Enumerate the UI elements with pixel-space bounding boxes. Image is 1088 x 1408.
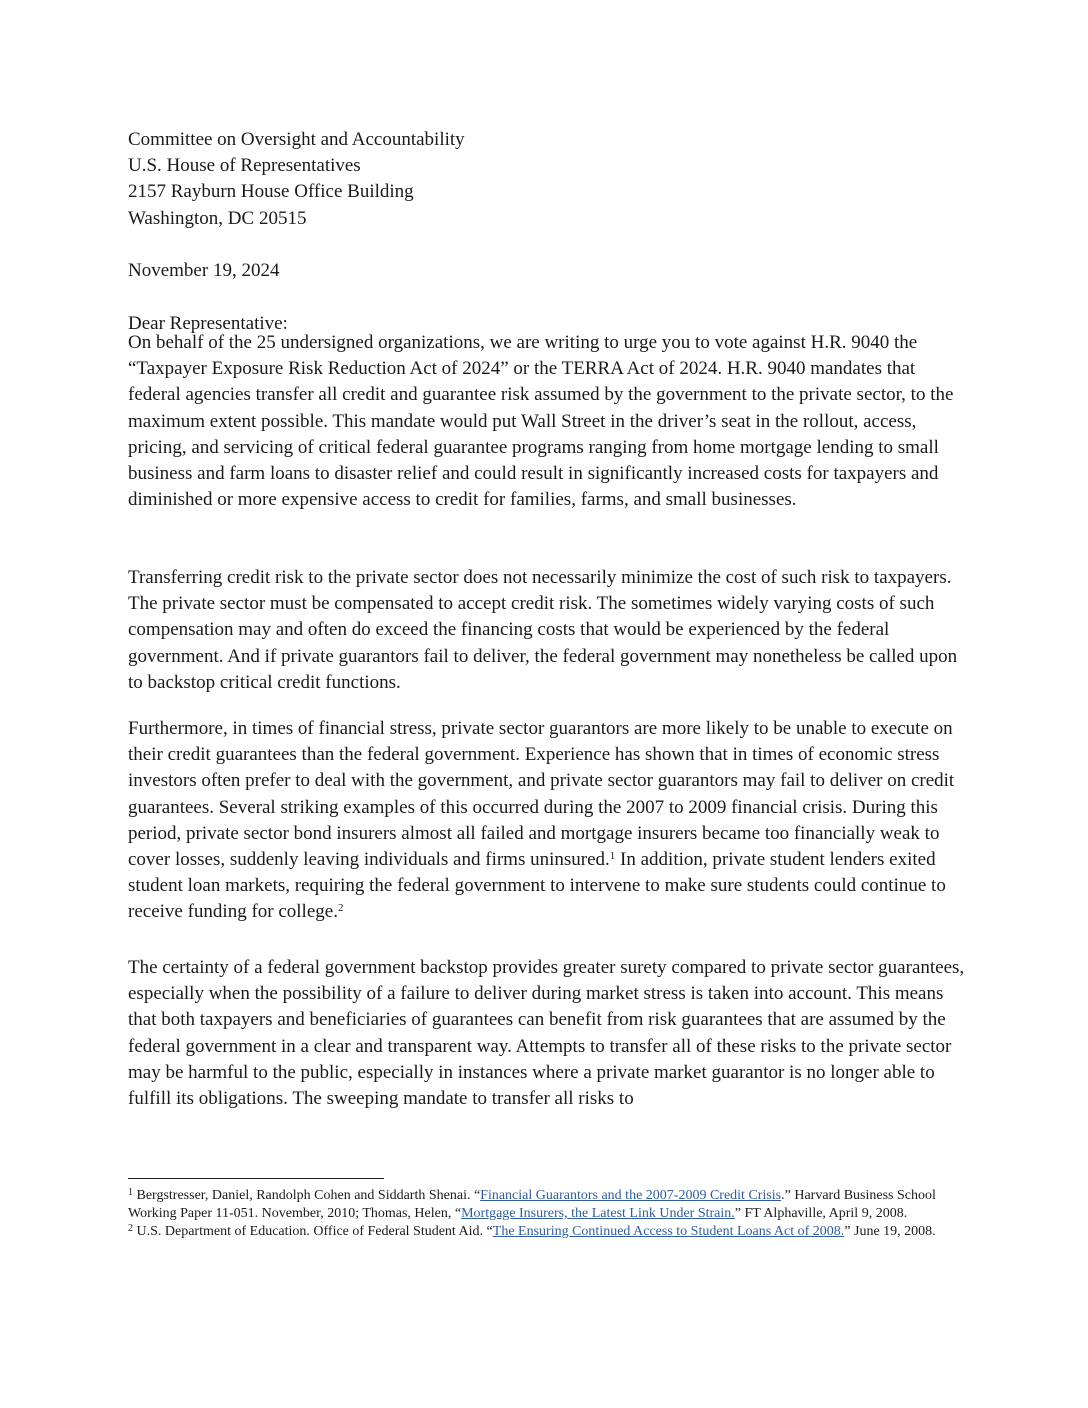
address-line: Washington, DC 20515 <box>128 207 307 229</box>
body-paragraph: On behalf of the 25 undersigned organizations, we are writing to urge you to vote against H.R. 9040 the “Taxpayer Exposure Risk Reduction Act of 2024” or the TERRA Act of 2024. H.R. 9040 mandates that federal agencies transfer all credit and guarantee risk assumed by the government to the private sector, to the maximum extent possible. This mandate would put Wall Street in the driver’s seat in the rollout, access, pricing, and servicing of critical federal guarantee programs ranging from home mortgage lending to small business and farm loans to disaster relief and could result in significantly increased costs for taxpayers and diminished or more expensive access to credit for families, farms, and small businesses. <box>128 332 954 511</box>
footnote-2 <box>128 1223 958 1241</box>
footnote-text: U.S. Department of Education. Office of Federal Student Aid. “ <box>133 1224 493 1239</box>
footnote-text: ” FT Alphaville, April 9, 2008. <box>734 1206 908 1221</box>
recipient-address <box>128 127 988 232</box>
footnote-link[interactable]: Mortgage Insurers, the Latest Link Under Strain. <box>461 1206 735 1221</box>
salutation: Dear Representative: <box>128 313 288 334</box>
footnote-number: 2 <box>128 1223 133 1234</box>
letter-date: November 19, 2024 <box>128 260 280 281</box>
body-paragraph: The certainty of a federal government backstop provides greater surety compared to private sector guarantees, especially when the possibility of a failure to deliver during market stress is taken into account. This means that both taxpayers and beneficiaries of guarantees can benefit from risk guarantees that are assumed by the federal government in a clear and transparent way. Attempts to transfer all of these risks to the private sector may be harmful to the public, especially in instances where a private market guarantor is no longer able to fulfill its obligations. The sweeping mandate to transfer all risks to <box>128 957 965 1110</box>
body-paragraph: Transferring credit risk to the private sector does not necessarily minimize the cost of such risk to taxpayers. The private sector must be compensated to accept credit risk. The sometimes widely varying costs of such compensation may and often do exceed the financing costs that would be experienced by the federal government. And if private guarantors fail to deliver, the federal government may nonetheless be called upon to backstop critical credit functions. <box>128 567 958 693</box>
body-paragraph <box>128 716 970 926</box>
footnote-link[interactable]: Financial Guarantors and the 2007-2009 Credit Crisis <box>480 1188 782 1203</box>
paragraph-text: In addition, private student lenders exited student loan markets, requiring the federal government to intervene to make sure students could continue to receive funding for college. <box>128 849 946 923</box>
address-line: U.S. House of Representatives <box>128 155 361 177</box>
footnotes <box>128 1187 958 1241</box>
footnote-1 <box>128 1187 958 1223</box>
address-line: 2157 Rayburn House Office Building <box>128 181 414 203</box>
footnote-divider <box>128 1178 384 1179</box>
footnote-number: 1 <box>128 1187 133 1198</box>
footnote-text: Bergstresser, Daniel, Randolph Cohen and Siddarth Shenai. “ <box>133 1188 481 1203</box>
footnote-link[interactable]: The Ensuring Continued Access to Student Loans Act of 2008. <box>492 1224 845 1239</box>
paragraph-text: Furthermore, in times of financial stress, private sector guarantors are more likely to be unable to execute on their credit guarantees than the federal government. Experience has shown that in times of economic stress investors often prefer to deal with the government, and private sector guarantors may fail to deliver on credit guarantees. Several striking examples of this occurred during the 2007 to 2009 financial crisis. During this period, private sector bond insurers almost all failed and mortgage insurers became too financially weak to cover losses, suddenly leaving individuals and firms uninsured. <box>128 718 955 871</box>
footnote-reference: 2 <box>337 902 344 915</box>
footnote-text: .” Harvard Business School Working Paper 11-051. November, 2010; Thomas, Helen, “ <box>128 1188 936 1221</box>
footnote-reference: 1 <box>609 850 616 863</box>
address-line: Committee on Oversight and Accountability <box>128 129 465 150</box>
footnote-text: ” June 19, 2008. <box>844 1224 936 1239</box>
